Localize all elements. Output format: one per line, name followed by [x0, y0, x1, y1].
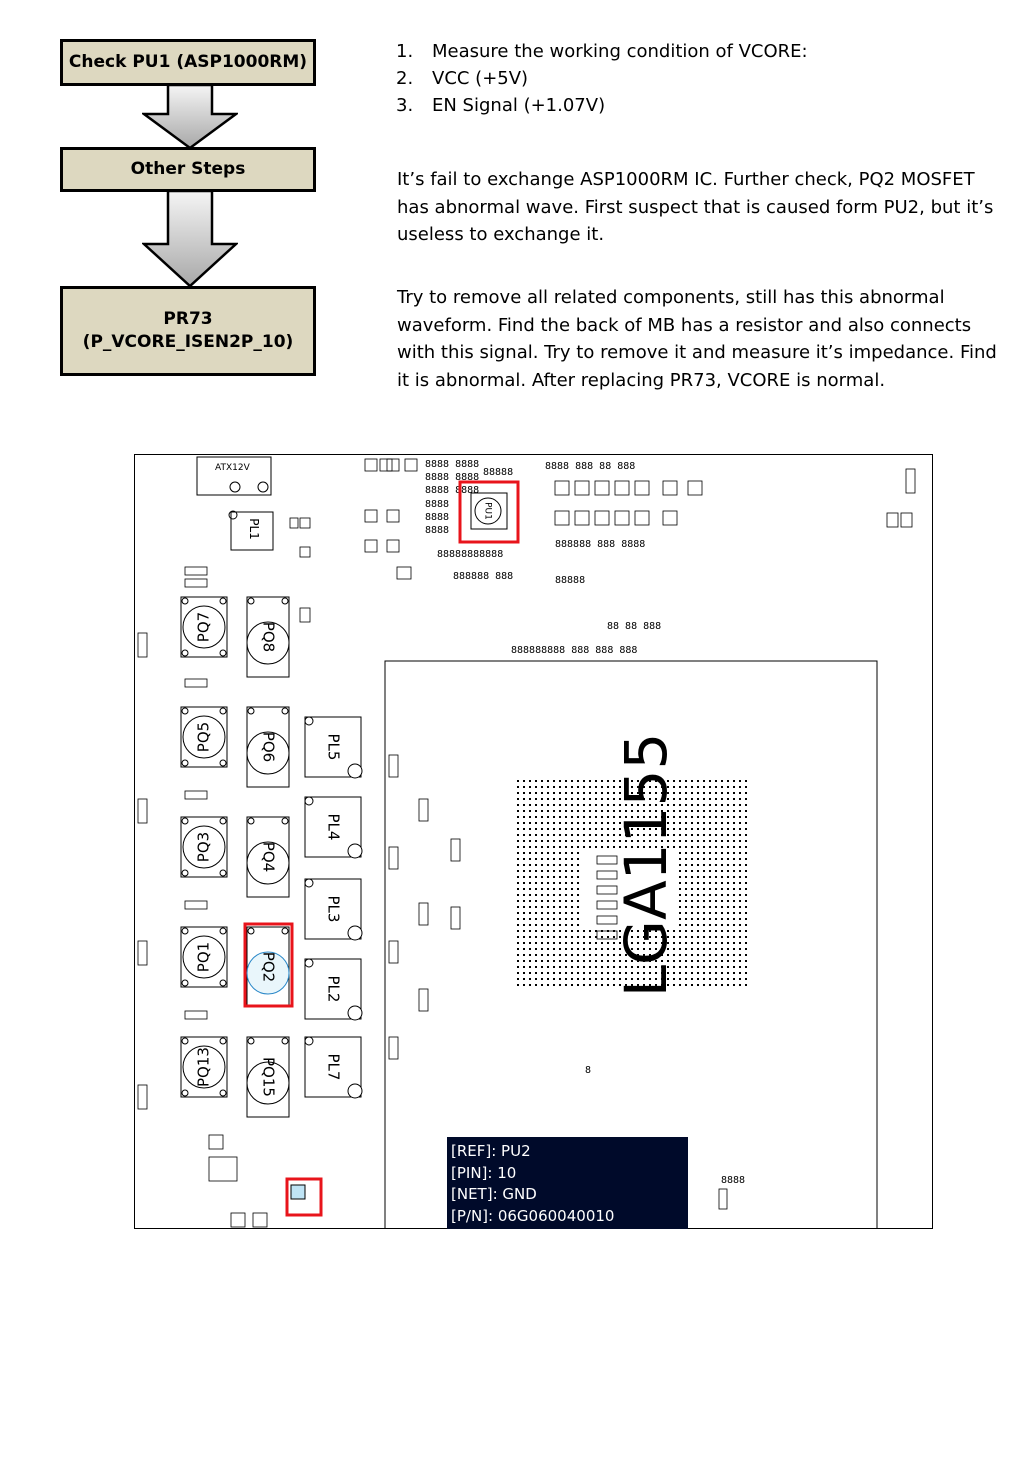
svg-text:8888 8888: 8888 8888 [425, 485, 480, 496]
svg-text:8888 888 88 888: 8888 888 88 888 [545, 461, 636, 472]
socket-label: LGA1155 [612, 732, 681, 998]
transistor-pq15 [247, 1037, 289, 1117]
inductor-pl2 [305, 959, 362, 1020]
flow-step-check-pu1 [60, 39, 316, 86]
svg-text:88888: 88888 [555, 575, 586, 586]
inductor-pl4 [305, 797, 362, 858]
svg-text:888888888 888 888 888: 888888888 888 888 888 [511, 645, 638, 656]
svg-text:8888: 8888 [425, 525, 450, 536]
transistor-pq8 [247, 597, 289, 677]
inductor-label: PL3 [324, 895, 343, 923]
flow-step-other [60, 147, 316, 192]
svg-text:8888 8888: 8888 8888 [425, 459, 480, 470]
flow-step-check-pu1-label: Check PU1 (ASP1000RM) [68, 52, 308, 72]
svg-text:888888 888 8888: 888888 888 8888 [555, 539, 646, 550]
transistor-label: PQ3 [194, 831, 213, 863]
pu1-label: PU1 [482, 502, 493, 520]
flow-step-other-label: Other Steps [130, 159, 246, 179]
svg-text:8: 8 [585, 1065, 592, 1076]
atx12v-label: ATX12V [215, 463, 250, 473]
svg-text:888888 888: 888888 888 [453, 571, 514, 582]
svg-text:88888: 88888 [483, 467, 514, 478]
pl1-label: PL1 [247, 518, 261, 540]
transistor-label: PQ8 [259, 621, 278, 653]
inductor-pl7 [305, 1037, 362, 1098]
flow-step-pr73 [60, 286, 316, 376]
tooltip-ref: [REF]: PU2 [451, 1142, 531, 1160]
inductor-label: PL4 [324, 813, 343, 841]
svg-text:8888: 8888 [425, 512, 450, 523]
flow-step-pr73-line1: PR73 [163, 309, 213, 329]
list-item: 3. EN Signal (+1.07V) [396, 95, 606, 116]
paragraph-resolution: Try to remove all related components, still has this abnormal waveform. Find the back of MB has a resistor and also connects with this signal. Try to remove it and measure it’s impedance. Find it is abnormal. After replacing PR73, VCORE is normal. [397, 287, 997, 391]
transistor-label: PQ7 [194, 611, 213, 643]
svg-text:88888888888: 88888888888 [437, 549, 504, 560]
svg-text:8888: 8888 [425, 499, 450, 510]
list-item: 1. Measure the working condition of VCORE: [396, 41, 808, 62]
transistor-label: PQ15 [259, 1057, 278, 1097]
tooltip-pin: [PIN]: 10 [451, 1163, 517, 1182]
flow-step-pr73-line2: (P_VCORE_ISEN2P_10) [82, 332, 294, 352]
transistor-pq6 [247, 707, 289, 787]
transistor-pq7 [181, 597, 227, 657]
down-arrow-icon [142, 190, 238, 288]
transistor-label: PQ2 [259, 951, 278, 983]
down-arrow-icon [142, 84, 238, 150]
svg-text:8888 8888: 8888 8888 [425, 472, 480, 483]
inductor-pl3 [305, 879, 362, 940]
transistor-pq13 [181, 1037, 227, 1097]
transistor-label: PQ5 [194, 721, 213, 753]
inductor-label: PL5 [324, 733, 343, 761]
transistor-pq1 [181, 927, 227, 987]
svg-text:88 88 888: 88 88 888 [607, 621, 662, 632]
inductor-pl5 [305, 717, 362, 778]
transistor-pq2 [247, 927, 289, 1007]
transistor-pq4 [247, 817, 289, 897]
transistor-label: PQ1 [194, 941, 213, 973]
transistor-label: PQ4 [259, 841, 278, 873]
inductor-label: PL7 [324, 1053, 343, 1081]
transistor-pq5 [181, 707, 227, 767]
svg-text:8888: 8888 [721, 1175, 746, 1186]
measurement-steps [396, 38, 808, 119]
inductor-label: PL2 [324, 975, 343, 1003]
transistor-label: PQ6 [259, 731, 278, 763]
paragraph-exchange-fail: It’s fail to exchange ASP1000RM IC. Further check, PQ2 MOSFET has abnormal wave. First suspect that is caused form PU2, but it’s useless to exchange it. [397, 169, 994, 245]
transistor-label: PQ13 [194, 1047, 213, 1087]
tooltip-net: [NET]: GND [451, 1185, 537, 1203]
pcb-layout-view [134, 454, 933, 1229]
transistor-pq3 [181, 817, 227, 877]
list-item: 2. VCC (+5V) [396, 68, 529, 89]
tooltip-pn: [P/N]: 06G060040010 [451, 1206, 615, 1225]
component-info-tooltip [447, 1137, 688, 1229]
